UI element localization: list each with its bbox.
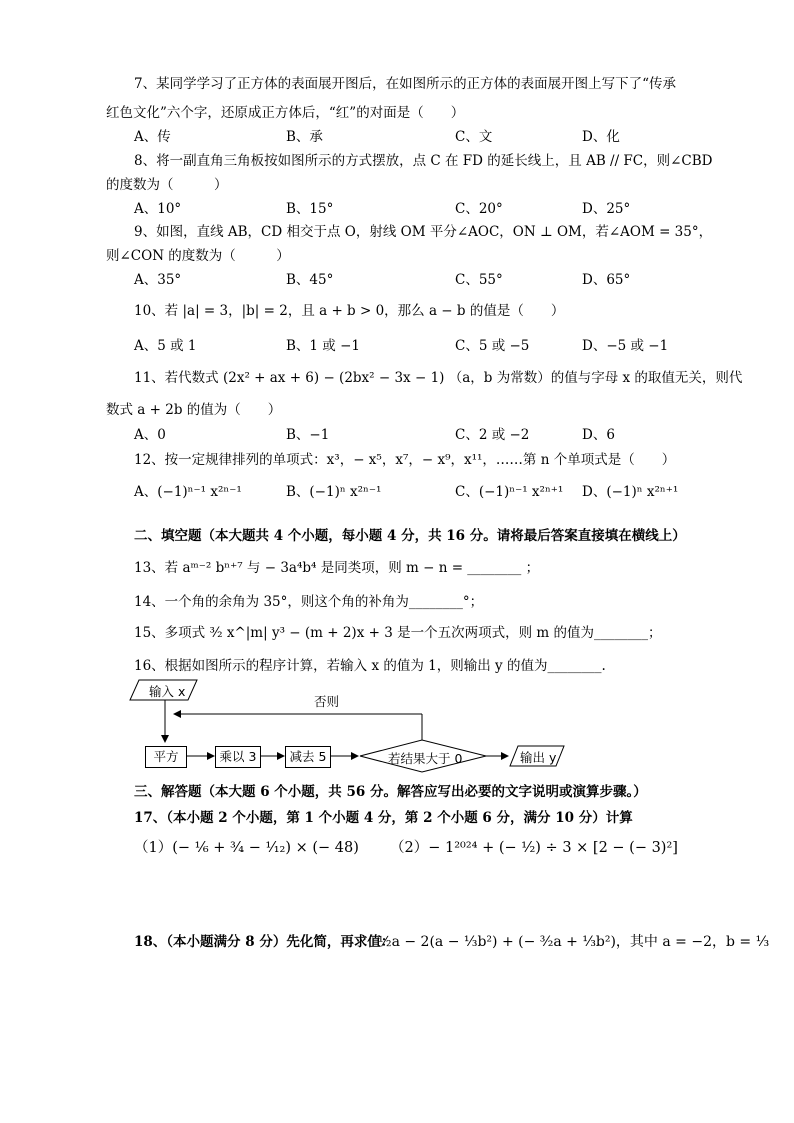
q7-option-d: D、化	[582, 129, 620, 145]
q9-line1: 9、如图，直线 AB，CD 相交于点 O，射线 OM 平分∠AOC，ON ⊥ OM，若∠AOM = 35°，	[134, 224, 713, 240]
q12-option-b: B、(−1)ⁿ x²ⁿ⁻¹	[286, 484, 382, 500]
flow-minus5-box: 减去 5	[285, 746, 331, 768]
q8-option-d: D、25°	[582, 201, 631, 217]
q11-option-d: D、6	[582, 427, 615, 443]
section3-title: 三、解答题（本大题 6 个小题，共 56 分。解答应写出必要的文字说明或演算步骤。）	[134, 784, 647, 800]
flow-square-box: 平方	[145, 746, 187, 768]
flow-times3-box: 乘以 3	[215, 746, 261, 768]
flow-output-label: 输出 y	[520, 750, 557, 765]
q11-line1: 11、若代数式 (2x² + ax + 6) − (2bx² − 3x − 1) （a，b 为常数）的值与字母 x 的取值无关，则代	[134, 370, 743, 386]
q7-option-b: B、承	[286, 129, 323, 145]
q9-option-b: B、45°	[286, 272, 334, 288]
q8-option-a: A、10°	[134, 201, 182, 217]
q17-part2: （2）− 1²⁰²⁴ + (− ¹⁄₂) ÷ 3 × [2 − (− 3)²]	[390, 840, 678, 856]
q12-option-d: D、(−1)ⁿ x²ⁿ⁺¹	[582, 484, 679, 500]
q7-line1: 7、某同学学习了正方体的表面展开图后，在如图所示的正方体的表面展开图上写下了“传承	[134, 76, 676, 92]
q10-option-c: C、5 或 −5	[455, 338, 530, 354]
q10-option-d: D、−5 或 −1	[582, 338, 669, 354]
q8-option-b: B、15°	[286, 201, 334, 217]
q12-option-c: C、(−1)ⁿ⁻¹ x²ⁿ⁺¹	[455, 484, 564, 500]
q18-head: 18、（本小题满分 8 分）先化简，再求值：	[134, 934, 395, 950]
q10-line1: 10、若 |a| = 3，|b| = 2，且 a + b > 0，那么 a − b 的值是（ ）	[134, 303, 565, 319]
q9-option-d: D、65°	[582, 272, 631, 288]
q7-option-a: A、传	[134, 129, 171, 145]
section2-title: 二、填空题（本大题共 4 个小题，每小题 4 分，共 16 分。请将最后答案直接填在横线上）	[134, 528, 686, 544]
q11-option-b: B、−1	[286, 427, 330, 443]
flow-condition-label: 若结果大于 0	[388, 751, 463, 766]
q14-text: 14、一个角的余角为 35°，则这个角的补角为________°；	[134, 594, 484, 610]
q8-line1: 8、将一副直角三角板按如图所示的方式摆放，点 C 在 FD 的延长线上，且 AB // FC，则∠CBD	[134, 153, 713, 169]
q8-option-c: C、20°	[455, 201, 503, 217]
q8-line2: 的度数为（ ）	[106, 177, 228, 193]
flow-else-label: 否则	[314, 694, 340, 709]
q11-line2: 数式 a + 2b 的值为（ ）	[106, 402, 282, 418]
q13-text: 13、若 aᵐ⁻² bⁿ⁺⁷ 与 − 3a⁴b⁴ 是同类项，则 m − n = ________ ；	[134, 560, 540, 576]
q12-option-a: A、(−1)ⁿ⁻¹ x²ⁿ⁻¹	[134, 484, 242, 500]
q10-option-b: B、1 或 −1	[286, 338, 360, 354]
q16-text: 16、根据如图所示的程序计算，若输入 x 的值为 1，则输出 y 的值为________.	[134, 658, 606, 674]
flow-input-label: 输入 x	[149, 684, 186, 699]
q7-option-c: C、文	[455, 129, 493, 145]
q11-option-a: A、0	[134, 427, 166, 443]
q7-line2: 红色文化”六个字，还原成正方体后，“红”的对面是（ ）	[106, 105, 465, 121]
q9-option-c: C、55°	[455, 272, 503, 288]
q18-expression: ½a − 2(a − ⅓b²) + (− ³⁄₂a + ⅓b²)，其中 a = −2，b = ⅓	[378, 934, 770, 950]
q15-text: 15、多项式 ³⁄₂ x^|m| y³ − (m + 2)x + 3 是一个五次两项式，则 m 的值为________；	[134, 625, 662, 641]
q17-head: 17、（本小题 2 个小题，第 1 个小题 4 分，第 2 个小题 6 分，满分 10 分）计算	[134, 810, 633, 826]
q11-option-c: C、2 或 −2	[455, 427, 530, 443]
q17-part1: （1）(− ¹⁄₆ + ³⁄₄ − ¹⁄₁₂) × (− 48)	[134, 840, 359, 856]
q12-line1: 12、按一定规律排列的单项式：x³，− x⁵，x⁷，− x⁹，x¹¹，……第 n 个单项式是（ ）	[134, 452, 676, 468]
q10-option-a: A、5 或 1	[134, 338, 197, 354]
q9-line2: 则∠CON 的度数为（ ）	[106, 248, 290, 264]
q9-option-a: A、35°	[134, 272, 182, 288]
